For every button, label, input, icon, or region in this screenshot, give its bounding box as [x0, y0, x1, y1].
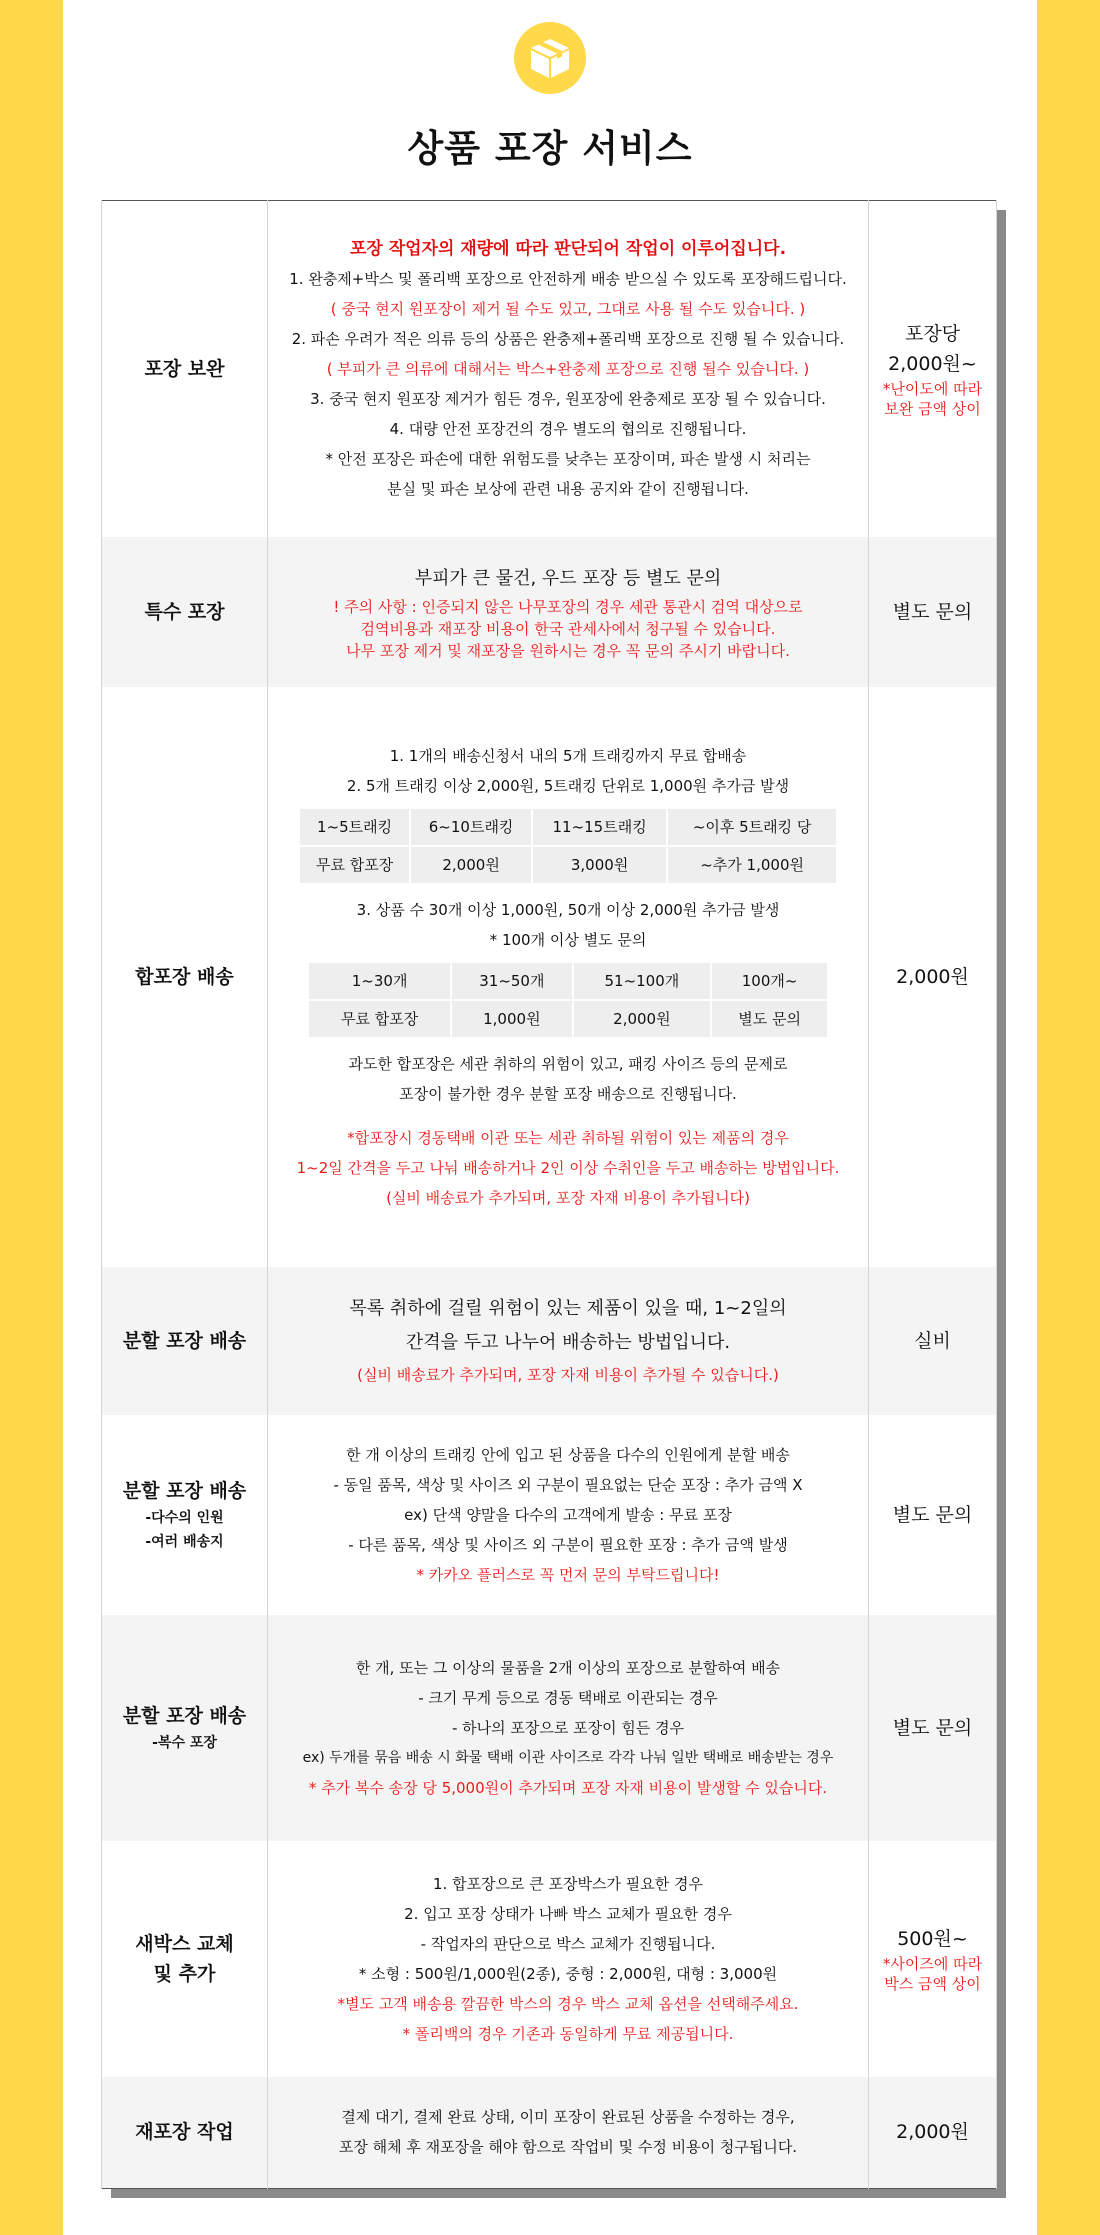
content-line: * 카카오 플러스로 꼭 먼저 문의 부탁드립니다! [416, 1565, 720, 1584]
table-row [102, 1415, 997, 1615]
content-line: 3. 중국 현지 원포장 제거가 힘든 경우, 원포장에 완충제로 포장 될 수 있습니다. [310, 389, 826, 408]
table-header-cell: ~이후 5트래킹 당 [668, 809, 836, 845]
table-cell: 별도 문의 [712, 1001, 827, 1037]
content-line: 목록 취하에 걸릴 위험이 있는 제품이 있을 때, 1~2일의 [349, 1297, 787, 1319]
page-panel [63, 0, 1037, 2235]
table-row [102, 1615, 997, 1841]
row-price: 별도 문의 [869, 537, 997, 687]
row-content [268, 2077, 869, 2189]
table-header-cell: 100개~ [712, 963, 827, 999]
content-line: 2. 입고 포장 상태가 나빠 박스 교체가 필요한 경우 [404, 1904, 732, 1923]
row-content [268, 1615, 869, 1841]
box-logo-icon [514, 22, 586, 94]
table-header-cell: 6~10트래킹 [411, 809, 531, 845]
table-cell: 무료 합포장 [300, 847, 409, 883]
content-line: ex) 두개를 묶음 배송 시 화물 택배 이관 사이즈로 각각 나눠 일반 택배로 배송받는 경우 [302, 1749, 834, 1766]
table-cell: 2,000원 [574, 1001, 711, 1037]
content-line: *합포장시 경동택배 이관 또는 세관 취하될 위험이 있는 제품의 경우 [347, 1128, 789, 1147]
table-row [102, 1841, 997, 2077]
row-price: 별도 문의 [869, 1415, 997, 1615]
row-price: 별도 문의 [869, 1615, 997, 1841]
content-line: 과도한 합포장은 세관 취하의 위험이 있고, 패킹 사이즈 등의 문제로 [348, 1054, 788, 1073]
price-note: *사이즈에 따라 [882, 1954, 983, 1973]
table-row [102, 201, 997, 537]
row-price: 2,000원 [869, 687, 997, 1267]
content-line: - 다른 품목, 색상 및 사이즈 외 구분이 필요한 포장 : 추가 금액 발생 [348, 1535, 788, 1554]
price-line: 2,000원~ [888, 352, 977, 375]
service-table-wrap [101, 200, 996, 2188]
content-line: 1. 1개의 배송신청서 내의 5개 트래킹까지 무료 합배송 [389, 746, 747, 765]
row-label-sub: -여러 배송지 [145, 1533, 224, 1550]
content-line: 결제 대기, 결제 완료 상태, 이미 포장이 완료된 상품을 수정하는 경우, [341, 2108, 795, 2127]
row-label: 포장 보완 [102, 201, 268, 537]
price-note: 박스 금액 상이 [884, 1974, 981, 1993]
table-row [102, 2077, 997, 2189]
page-title: 상품 포장 서비스 [407, 127, 693, 170]
row-label-sub: -복수 포장 [152, 1734, 217, 1751]
item-count-fee-table [307, 961, 829, 1039]
content-line: - 하나의 포장으로 포장이 힘든 경우 [451, 1718, 685, 1737]
content-line: 2. 5개 트래킹 이상 2,000원, 5트래킹 단위로 1,000원 추가금 발생 [346, 776, 790, 795]
tracking-fee-table [298, 807, 838, 885]
service-table [101, 200, 997, 2189]
row-content [268, 537, 869, 687]
row-label-main: 분할 포장 배송 [122, 1479, 247, 1502]
price-note: *난이도에 따라 [882, 379, 983, 398]
row-label [102, 1841, 268, 2077]
content-line: ( 부피가 큰 의류에 대해서는 박스+완충제 포장으로 진행 될수 있습니다. ) [326, 359, 810, 378]
content-line: ex) 단색 양말을 다수의 고객에게 발송 : 무료 포장 [404, 1505, 732, 1524]
content-line: (실비 배송료가 추가되며, 포장 자재 비용이 추가됩니다) [386, 1188, 750, 1207]
table-header-cell: 1~5트래킹 [300, 809, 409, 845]
content-line: 3. 상품 수 30개 이상 1,000원, 50개 이상 2,000원 추가금 발생 [356, 900, 780, 919]
row-label-main: 및 추가 [153, 1962, 216, 1985]
content-line: 한 개 이상의 트래킹 안에 입고 된 상품을 다수의 인원에게 분할 배송 [346, 1445, 790, 1464]
row-content [268, 687, 869, 1267]
content-line: 분실 및 파손 보상에 관련 내용 공지와 같이 진행됩니다. [387, 479, 749, 498]
price-line: 500원~ [897, 1927, 968, 1950]
row-price: 2,000원 [869, 2077, 997, 2189]
row-content [268, 1267, 869, 1415]
content-line: *별도 고객 배송용 깔끔한 박스의 경우 박스 교체 옵션을 선택해주세요. [337, 1994, 799, 2013]
row-content [268, 1415, 869, 1615]
row-price [869, 201, 997, 537]
content-heading: 포장 작업자의 재량에 따라 판단되어 작업이 이루어집니다. [349, 238, 787, 259]
content-line: 1~2일 간격을 두고 나눠 배송하거나 2인 이상 수취인을 두고 배송하는 방법입니다. [296, 1158, 840, 1177]
content-line: - 동일 품목, 색상 및 사이즈 외 구분이 필요없는 단순 포장 : 추가 금액 X [333, 1475, 803, 1494]
table-row [102, 537, 997, 687]
content-line: - 크기 무게 등으로 경동 택배로 이관되는 경우 [418, 1688, 718, 1707]
content-line: * 100개 이상 별도 문의 [489, 930, 647, 949]
row-label-main: 분할 포장 배송 [122, 1704, 247, 1727]
content-line: ( 중국 현지 원포장이 제거 될 수도 있고, 그대로 사용 될 수도 있습니다. ) [330, 299, 806, 318]
table-row [102, 1267, 997, 1415]
price-line: 포장당 [904, 322, 961, 345]
content-line: - 작업자의 판단으로 박스 교체가 진행됩니다. [420, 1934, 716, 1953]
content-line: 검역비용과 재포장 비용이 한국 관세사에서 청구될 수 있습니다. [360, 619, 776, 638]
content-line: ! 주의 사항 : 인증되지 않은 나무포장의 경우 세관 통관시 검역 대상으로 [333, 597, 803, 616]
row-price [869, 1841, 997, 2077]
content-line: 1. 합포장으로 큰 포장박스가 필요한 경우 [433, 1874, 703, 1893]
content-line: 포장 해체 후 재포장을 해야 함으로 작업비 및 수정 비용이 청구됩니다. [338, 2138, 798, 2157]
content-line: * 소형 : 500원/1,000원(2종), 중형 : 2,000원, 대형 : 3,000원 [358, 1964, 778, 1983]
row-label-sub: -다수의 인원 [145, 1509, 224, 1526]
row-label-main: 새박스 교체 [135, 1932, 234, 1955]
row-price: 실비 [869, 1267, 997, 1415]
table-cell: 무료 합포장 [309, 1001, 450, 1037]
table-cell: 2,000원 [411, 847, 531, 883]
table-header-cell: 1~30개 [309, 963, 450, 999]
content-line: 4. 대량 안전 포장건의 경우 별도의 협의로 진행됩니다. [389, 419, 747, 438]
row-label: 재포장 작업 [102, 2077, 268, 2189]
content-line: 2. 파손 우려가 적은 의류 등의 상품은 완충제+폴리백 포장으로 진행 될 수 있습니다. [291, 329, 845, 348]
table-header-cell: 11~15트래킹 [533, 809, 666, 845]
row-content [268, 1841, 869, 2077]
content-line: 간격을 두고 나누어 배송하는 방법입니다. [405, 1331, 731, 1353]
content-line: * 폴리백의 경우 기존과 동일하게 무료 제공됩니다. [402, 2024, 734, 2043]
row-label: 합포장 배송 [102, 687, 268, 1267]
table-cell: 1,000원 [452, 1001, 571, 1037]
content-line: (실비 배송료가 추가되며, 포장 자재 비용이 추가될 수 있습니다.) [357, 1365, 779, 1384]
content-line: 부피가 큰 물건, 우드 포장 등 별도 문의 [414, 567, 722, 589]
price-note: 보완 금액 상이 [884, 399, 981, 418]
content-line: * 안전 포장은 파손에 대한 위험도를 낮추는 포장이며, 파손 발생 시 처리는 [325, 449, 811, 468]
row-label [102, 1415, 268, 1615]
row-label: 특수 포장 [102, 537, 268, 687]
row-label: 분할 포장 배송 [102, 1267, 268, 1415]
table-header-cell: 31~50개 [452, 963, 571, 999]
content-line: 포장이 불가한 경우 분할 포장 배송으로 진행됩니다. [399, 1084, 737, 1103]
table-row [102, 687, 997, 1267]
content-line: 나무 포장 제거 및 재포장을 원하시는 경우 꼭 문의 주시기 바랍니다. [346, 641, 790, 660]
table-header-cell: 51~100개 [574, 963, 711, 999]
content-line: 한 개, 또는 그 이상의 물품을 2개 이상의 포장으로 분할하여 배송 [355, 1658, 781, 1677]
table-cell: ~추가 1,000원 [668, 847, 836, 883]
content-line: * 추가 복수 송장 당 5,000원이 추가되며 포장 자재 비용이 발생할 수 있습니다. [308, 1778, 828, 1797]
row-content [268, 201, 869, 537]
content-line: 1. 완충제+박스 및 폴리백 포장으로 안전하게 배송 받으실 수 있도록 포장해드립니다. [289, 269, 847, 288]
row-label [102, 1615, 268, 1841]
table-cell: 3,000원 [533, 847, 666, 883]
